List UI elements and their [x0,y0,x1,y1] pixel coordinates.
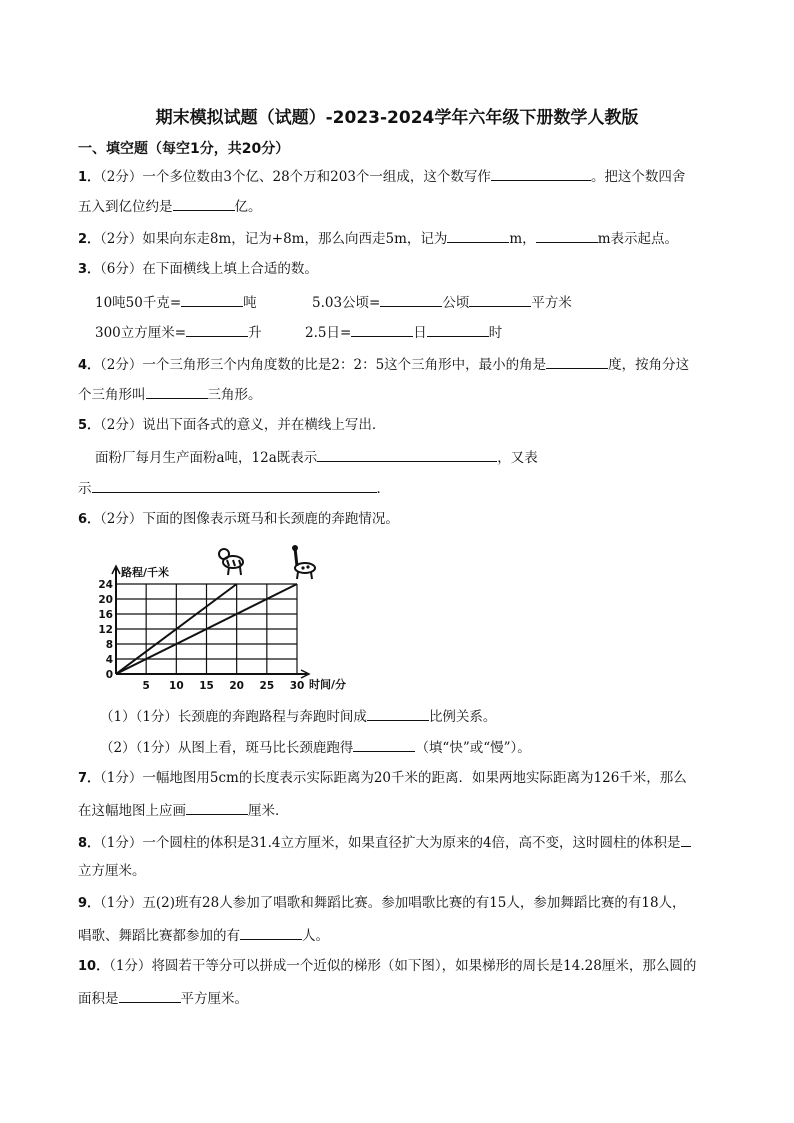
y-tick-label: 20 [98,594,113,606]
conversion-text: 5.03公顷= [312,295,381,311]
question-score: （1分） [109,958,152,974]
question-7-line-1 [78,769,687,788]
answer-blank[interactable] [536,228,598,243]
question-text: m表示起点。 [597,231,678,247]
question-text: 下面的图像表示斑马和长颈鹿的奔跑情况。 [142,511,399,527]
conversion-unit: 吨 [243,295,257,311]
answer-blank[interactable] [546,354,608,369]
question-number: 1． [78,170,101,185]
question-text: 度，按角分这 [608,357,690,373]
question-text: m， [509,231,536,247]
answer-blank[interactable] [173,196,235,211]
question-score: （2分） [100,417,143,433]
section-heading: 一、填空题（每空1分，共20分） [78,141,290,157]
x-tick-labels [143,680,305,692]
answer-blank[interactable] [119,988,181,1003]
answer-blank[interactable] [317,447,497,462]
question-score: （1分） [100,835,143,851]
question-text: 一个圆柱的体积是31.4立方厘米，如果直径扩大为原来的4倍，高不变，这时圆柱的体积是 [142,835,681,851]
answer-blank[interactable] [447,228,509,243]
question-4-line-1 [78,354,689,375]
question-text: 说出下面各式的意义，并在横线上写出． [142,417,386,433]
question-score: （1分） [100,895,143,911]
answer-blank[interactable] [181,292,243,307]
question-text: 示 [78,481,92,497]
zebra-icon [219,549,243,575]
question-number: 6． [78,512,101,527]
conversion-unit: 公顷 [442,295,470,311]
question-2-line [78,228,678,249]
y-tick-label: 4 [105,654,113,666]
answer-blank[interactable] [681,832,691,847]
question-text: 人。 [302,928,329,944]
question-score: （6分） [100,261,143,277]
x-tick-label: 10 [169,680,184,692]
question-6-sub-2 [100,737,531,757]
x-tick-label: 30 [289,680,305,692]
x-axis-label: 时间/分 [309,678,347,691]
question-text: 唱歌、舞蹈比赛都参加的有 [78,928,240,944]
question-text: 平方厘米。 [180,991,248,1007]
question-text: 如果向东走8m，记为+8m，那么向西走5m，记为 [142,231,448,247]
answer-blank[interactable] [186,800,248,815]
conversion-unit: 时 [488,325,503,341]
y-tick-label: 12 [98,624,113,636]
question-text: （2）（1分）从图上看，斑马比长颈鹿跑得 [100,740,354,756]
answer-blank[interactable] [427,322,489,337]
question-text: 厘米． [248,803,289,819]
x-tick-label: 20 [229,680,244,692]
y-axis-label: 路程/千米 [121,566,170,579]
question-text: （填“快”或“慢”）。 [415,740,531,756]
question-text: （1）（1分）长颈鹿的奔跑路程与奔跑时间成 [100,709,367,725]
answer-blank[interactable] [469,292,531,307]
question-number: 10． [78,959,110,974]
question-10-line-2 [78,988,248,1008]
y-tick-labels [98,579,113,681]
y-tick-label: 0 [105,669,113,681]
question-7-line-2 [78,800,289,820]
question-5-line-3 [78,478,390,498]
question-score: （2分） [100,511,143,527]
giraffe-icon [292,545,315,579]
question-3-row-1-right [312,292,572,312]
question-text: 亿。 [234,199,262,215]
conversion-text: 300立方厘米= [95,325,187,341]
question-text: 立方厘米。 [78,863,146,879]
x-tick-label: 15 [199,680,214,692]
conversion-unit: 日 [413,325,427,341]
answer-blank[interactable] [146,384,208,399]
question-5-line-2 [95,447,538,467]
question-number: 3． [78,262,101,277]
question-1-line-2 [78,196,262,216]
question-text: 五(2)班有28人参加了唱歌和舞蹈比赛。参加唱歌比赛的有15人，参加舞蹈比赛的有18人， [142,895,686,911]
question-score: （1分） [100,770,143,786]
conversion-text: 10吨50千克= [95,295,182,311]
question-text: 在下面横线上填上合适的数。 [142,261,318,277]
question-score: （2分） [100,231,143,247]
question-text: ． [376,481,390,497]
question-text: 将圆若干等分可以拼成一个近似的梯形（如下图），如果梯形的周长是14.28厘米，那么圆的 [151,958,697,974]
question-text: 个三角形叫 [78,387,146,403]
question-number: 7． [78,771,101,786]
x-tick-label: 5 [142,680,150,692]
question-text: 面粉厂每月生产面粉a吨，12a既表示 [95,450,318,466]
question-text: 面积是 [78,991,119,1007]
y-tick-label: 16 [98,609,113,621]
answer-blank[interactable] [380,292,442,307]
question-number: 9． [78,896,101,911]
question-6-line [78,510,399,529]
question-text: 。把这个数四舍 [590,169,686,185]
answer-blank[interactable] [92,478,377,493]
question-number: 2． [78,232,101,247]
question-text: 三角形。 [207,387,262,403]
question-text: 一个三角形三个内角度数的比是2：2：5这个三角形中，最小的角是 [142,357,547,373]
y-tick-label: 8 [105,639,113,651]
answer-blank[interactable] [186,322,248,337]
conversion-text: 2.5日= [305,325,352,341]
y-tick-label: 24 [98,579,113,591]
question-1-line-1 [78,166,685,187]
question-10-line-1 [78,957,696,976]
answer-blank[interactable] [353,737,415,752]
question-8-line-1 [78,832,691,853]
question-text: 一个多位数由3个亿、28个万和203个一组成，这个数写作 [142,169,491,185]
question-number: 5． [78,418,101,433]
answer-blank[interactable] [351,322,413,337]
question-5-line-1 [78,416,385,435]
page-title: 期末模拟试题（试题）-2023-2024学年六年级下册数学人教版 [155,108,639,128]
question-9-line-2 [78,925,329,945]
question-number: 8． [78,836,101,851]
question-9-line-1 [78,894,686,913]
question-text: 在这幅地图上应画 [78,803,186,819]
question-6-sub-1 [100,706,496,726]
question-number: 4． [78,358,101,373]
question-3-row-2-left [95,322,262,342]
question-text: ，又表 [497,450,538,466]
answer-blank[interactable] [240,925,302,940]
question-score: （2分） [100,357,143,373]
question-3-row-2-right [305,322,502,342]
question-score: （2分） [100,169,143,185]
question-text: 五入到亿位约是 [78,199,173,215]
question-text: 比例关系。 [428,709,497,725]
answer-blank[interactable] [367,706,429,721]
distance-time-chart [95,540,370,695]
question-3-row-1-left [95,292,257,312]
conversion-unit: 平方米 [531,295,572,311]
conversion-unit: 升 [248,325,262,341]
question-3-line [78,260,318,279]
answer-blank[interactable] [491,166,591,181]
question-8-line-2 [78,862,146,880]
x-tick-label: 25 [259,680,275,692]
question-text: 一幅地图用5cm的长度表示实际距离为20千米的距离．如果两地实际距离为126千米，那么 [142,770,687,786]
question-4-line-2 [78,384,262,404]
